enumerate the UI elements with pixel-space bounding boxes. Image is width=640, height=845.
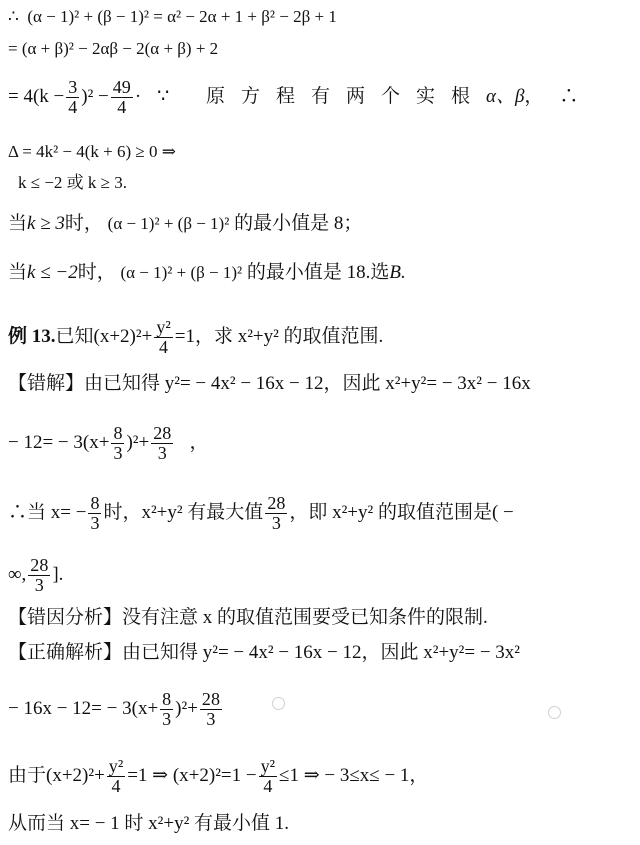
watermark-right bbox=[548, 706, 564, 719]
line-completed-square bbox=[8, 78, 594, 117]
case-mid: 时， bbox=[64, 213, 103, 234]
case-expression: (α − 1)² + (β − 1)² bbox=[107, 214, 230, 233]
line-error-analysis bbox=[8, 608, 488, 627]
correct-square-prefix: − 16x − 12= − 3(x+ bbox=[8, 697, 159, 719]
line-correct-square bbox=[8, 690, 224, 729]
interval-infinity: ∞, bbox=[8, 563, 27, 585]
wrong-solution-tag: 【错解】 bbox=[8, 373, 85, 394]
watermark-logo-icon bbox=[272, 697, 285, 710]
discriminant-inequality: Δ = 4k² − 4(k + 6) ≥ 0 ⇒ bbox=[8, 142, 176, 161]
wrong-conclusion-max: 时，x²+y² 有最大值 bbox=[103, 501, 264, 523]
line-wrong-square bbox=[8, 424, 209, 463]
error-analysis-text: 没有注意 x 的取值范围要受已知条件的限制. bbox=[122, 607, 488, 628]
x-range: ≤1 ⇒ − 3≤x≤ − 1， bbox=[279, 764, 429, 786]
wrong-conclusion-prefix: ∴当 x= − bbox=[8, 501, 87, 523]
case-condition: k ≥ 3 bbox=[27, 213, 65, 234]
line-because bbox=[8, 757, 428, 796]
therefore-tail: ，∴ bbox=[524, 85, 595, 107]
line-example-13 bbox=[8, 318, 383, 357]
wrong-square-middle: )²+ bbox=[126, 431, 150, 453]
interval-close: ]. bbox=[52, 563, 64, 585]
case-min-value-18: 的最小值是 18.选 bbox=[246, 262, 390, 283]
fraction-28-thirds: $\frac{28}{3}$ bbox=[267, 493, 286, 533]
fraction-49-quarters: $\frac{49}{4}$ bbox=[112, 77, 131, 117]
therefore-symbol: ∴ bbox=[8, 7, 19, 26]
line-case-k-ge-3 bbox=[8, 214, 362, 233]
correct-solution-text: 由已知得 y²= − 4x² − 16x − 12，因此 x²+y²= − 3x² bbox=[122, 642, 521, 663]
expansion-equation: (α − 1)² + (β − 1)² = α² − 2α + 1 + β² − 2β + 1 bbox=[27, 7, 337, 26]
case-expression: (α − 1)² + (β − 1)² bbox=[120, 263, 243, 282]
line-k-range bbox=[18, 174, 127, 191]
example-question: =1，求 x²+y² 的取值范围. bbox=[174, 325, 384, 347]
watermark-logo-icon bbox=[548, 706, 561, 719]
fraction-y2-over-4: $\frac{\text{y²}}{4}$ bbox=[260, 756, 276, 796]
case-pre: 当 bbox=[8, 213, 28, 234]
correct-square-middle: )²+ bbox=[175, 697, 198, 719]
line-case-k-le-minus2 bbox=[8, 263, 406, 282]
fraction-three-quarters: $\frac{3}{4}$ bbox=[68, 77, 78, 117]
case-min-value-8: 的最小值是 8； bbox=[234, 213, 363, 234]
line-regroup bbox=[8, 40, 218, 57]
fraction-y2-over-4: $\frac{\text{y²}}{4}$ bbox=[108, 756, 124, 796]
line-wrong-interval bbox=[8, 556, 63, 595]
k-range-result: k ≤ −2 或 k ≥ 3. bbox=[18, 173, 127, 192]
case-condition: k ≤ −2 bbox=[27, 262, 78, 283]
line-expansion bbox=[8, 8, 337, 25]
line-correct-solution bbox=[8, 643, 520, 662]
real-roots-text: ·∵ 原方程有两个实根 bbox=[134, 85, 486, 107]
regroup-equation: = (α + β)² − 2αβ − 2(α + β) + 2 bbox=[8, 39, 219, 58]
fraction-28-thirds: $\frac{28}{3}$ bbox=[201, 689, 220, 729]
example-label: 例 13. bbox=[8, 325, 56, 347]
line-wrong-conclusion bbox=[8, 494, 514, 533]
line-final-answer bbox=[8, 814, 289, 833]
line-wrong-solution bbox=[8, 374, 531, 393]
fraction-28-thirds: $\frac{28}{3}$ bbox=[30, 555, 49, 595]
completed-square-prefix: = 4(k − bbox=[8, 85, 65, 107]
case-pre: 当 bbox=[8, 262, 28, 283]
roots-alpha-beta: α、β bbox=[485, 85, 525, 107]
watermark-center bbox=[272, 697, 288, 710]
because-middle: =1 ⇒ (x+2)²=1 − bbox=[127, 764, 257, 786]
example-condition: 已知(x+2)²+ bbox=[55, 325, 153, 347]
fraction-8-thirds: $\frac{8}{3}$ bbox=[162, 689, 172, 729]
fraction-8-thirds: $\frac{8}{3}$ bbox=[90, 493, 100, 533]
case-mid: 时， bbox=[77, 262, 116, 283]
answer-choice: B. bbox=[389, 262, 406, 283]
wrong-solution-text: 由已知得 y²= − 4x² − 16x − 12，因此 x²+y²= − 3x² − 16x bbox=[84, 373, 531, 394]
error-analysis-tag: 【错因分析】 bbox=[8, 607, 123, 628]
fraction-28-thirds: $\frac{28}{3}$ bbox=[153, 423, 172, 463]
fraction-8-thirds: $\frac{8}{3}$ bbox=[113, 423, 123, 463]
completed-square-middle: )² − bbox=[81, 85, 109, 107]
correct-solution-tag: 【正确解析】 bbox=[8, 642, 123, 663]
because-prefix: 由于(x+2)²+ bbox=[8, 764, 105, 786]
line-discriminant bbox=[8, 143, 176, 160]
wrong-square-comma: ， bbox=[189, 431, 209, 453]
final-answer-text: 从而当 x= − 1 时 x²+y² 有最小值 1. bbox=[8, 813, 290, 834]
wrong-square-prefix: − 12= − 3(x+ bbox=[8, 431, 110, 453]
fraction-y2-over-4: $\frac{\text{y²}}{4}$ bbox=[156, 317, 171, 357]
wrong-conclusion-range: ，即 x²+y² 的取值范围是( − bbox=[289, 501, 514, 523]
